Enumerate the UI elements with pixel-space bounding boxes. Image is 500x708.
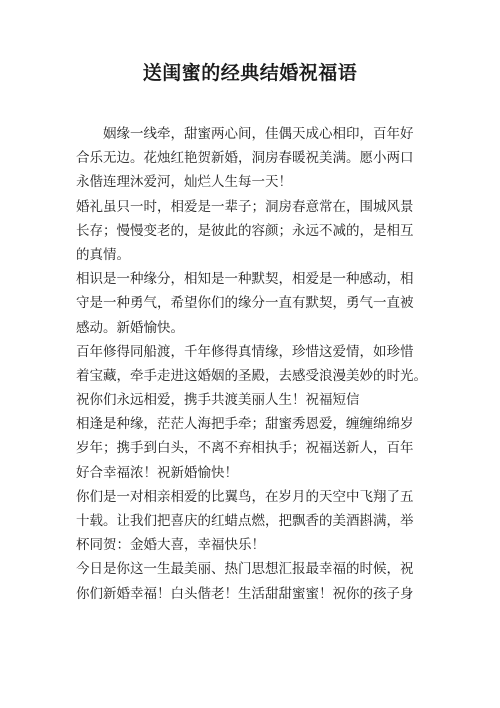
text-line: 合乐无边。花烛红艳贺新婚，洞房春暖祝美满。愿小两口: [76, 150, 414, 167]
text-line: 杯同贺：金婚大喜，幸福快乐！: [76, 537, 265, 554]
paragraph: [76, 388, 416, 412]
text-line: 婚礼虽只一时，相爱是一辈子；洞房春意常在，围城风景: [76, 198, 414, 215]
text-line: 相逢是种缘，茫茫人海把手牵；甜蜜秀恩爱，缠缠绵绵岁: [76, 416, 414, 433]
paragraph: [76, 195, 416, 268]
text-line: 祝你们永远相爱，携手共渡美丽人生！祝福短信: [76, 392, 360, 409]
text-line: 感动。新婚愉快。: [76, 319, 184, 336]
paragraph: [76, 340, 427, 388]
text-line: 相识是一种缘分，相知是一种默契，相爱是一种感动，相: [76, 271, 414, 288]
text-line: 你们是一对相亲相爱的比翼鸟，在岁月的天空中飞翔了五: [76, 488, 414, 505]
text-line: 姻缘一线牵，甜蜜两心间，佳偶天成心相印，百年好: [103, 126, 414, 142]
text-line: 着宝藏，牵手走进这婚姻的圣殿，去感受浪漫美妙的时光。: [76, 367, 427, 384]
text-line: 长存；慢慢变老的，是彼此的容颜；永远不减的，是相互: [76, 222, 414, 239]
text-line: 永偕连理沐爱河，灿烂人生每一天！: [76, 174, 292, 191]
paragraph: [76, 267, 416, 340]
text-line: 十载。让我们把喜庆的红蜡点燃，把飘香的美酒斟满，举: [76, 513, 414, 529]
text-line: 的真情。: [76, 246, 130, 263]
text-line: 好合幸福浓！祝新婚愉快！: [76, 464, 238, 481]
text-line: 百年修得同船渡，千年修得真情缘，珍惜这爱情，如珍惜: [76, 343, 414, 360]
document-title: 送闺蜜的经典结婚祝福语: [142, 62, 358, 84]
paragraph: [76, 557, 416, 605]
paragraph: [76, 412, 416, 485]
paragraph: [76, 485, 416, 558]
text-line: 守是一种勇气，希望你们的缘分一直有默契，勇气一直被: [76, 295, 414, 312]
text-line: 你们新婚幸福！白头偕老！生活甜甜蜜蜜！祝你的孩子身: [76, 585, 414, 602]
text-line: 今日是你这一生最美丽、热门思想汇报最幸福的时候，祝: [76, 561, 414, 578]
paragraph: [76, 122, 416, 195]
text-line: 岁年；携手到白头，不离不弃相执手；祝福送新人，百年: [76, 440, 414, 457]
document-body: [76, 122, 427, 606]
